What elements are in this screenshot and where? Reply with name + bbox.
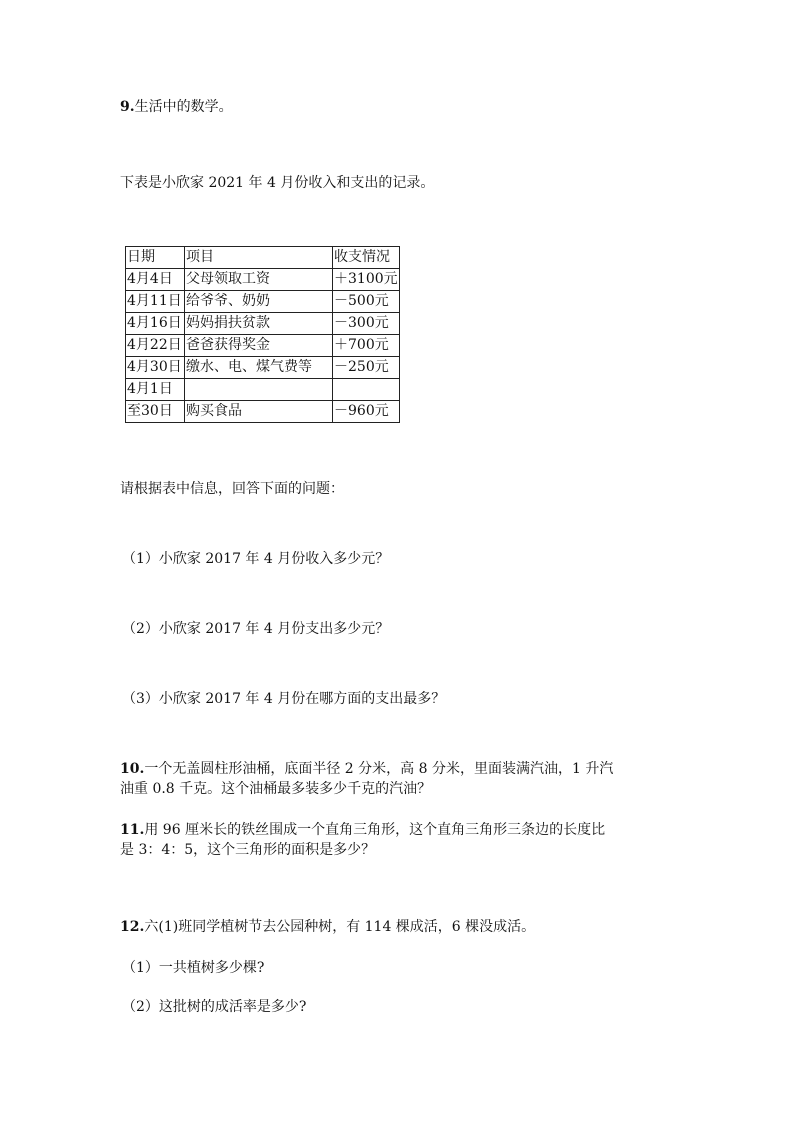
- table-header-cell: 日期: [126, 247, 185, 269]
- table-cell: 购买食品: [185, 401, 333, 423]
- table-cell: 4月4日: [126, 269, 185, 291]
- table-row: [126, 379, 400, 401]
- table-cell: 4月11日: [126, 291, 185, 313]
- question-12-title: [120, 917, 535, 937]
- question-10-line-2: 油重 0.8 千克。这个油桶最多装多少千克的汽油？: [120, 781, 432, 797]
- table-cell: 4月16日: [126, 313, 185, 335]
- question-text: 一个无盖圆柱形油桶，底面半径 2 分米，高 8 分米，里面装满汽油，1 升汽: [144, 761, 614, 777]
- table-cell: 4月1日: [126, 379, 185, 401]
- table-cell: －960元: [333, 401, 400, 423]
- question-title: 生活中的数学。: [134, 99, 233, 115]
- table-cell: 4月30日: [126, 357, 185, 379]
- table-header-cell: 项目: [185, 247, 333, 269]
- table-row: [126, 291, 400, 313]
- table-row: [126, 335, 400, 357]
- question-9-title: [120, 97, 233, 117]
- table-header-row: [126, 247, 400, 269]
- question-10-line-1: [120, 759, 613, 779]
- question-9-sub-1: （1）小欣家 2017 年 4 月份收入多少元？: [122, 551, 390, 567]
- question-number: 9.: [120, 99, 135, 115]
- table-row: [126, 313, 400, 335]
- table-cell: 爸爸获得奖金: [185, 335, 333, 357]
- table-cell: －250元: [333, 357, 400, 379]
- table-cell: 4月22日: [126, 335, 185, 357]
- question-11-line-2: 是 3：4：5，这个三角形的面积是多少？: [120, 842, 376, 858]
- income-expense-table: [125, 246, 400, 423]
- table-cell: 缴水、电、煤气费等: [185, 357, 333, 379]
- table-row: [126, 401, 400, 423]
- question-9-intro: 下表是小欣家 2021 年 4 月份收入和支出的记录。: [120, 175, 435, 191]
- table-cell: 父母领取工资: [185, 269, 333, 291]
- question-12-sub-1: （1）一共植树多少棵?: [122, 960, 265, 976]
- table-cell: －500元: [333, 291, 400, 313]
- question-9-prompt: 请根据表中信息，回答下面的问题：: [120, 481, 344, 497]
- question-number: 11.: [120, 822, 145, 838]
- table-cell: [333, 379, 400, 401]
- table-cell: [185, 379, 333, 401]
- question-12-sub-2: （2）这批树的成活率是多少?: [122, 999, 307, 1015]
- table-cell: 给爷爷、奶奶: [185, 291, 333, 313]
- table-cell: 妈妈捐扶贫款: [185, 313, 333, 335]
- table-cell: ＋700元: [333, 335, 400, 357]
- question-number: 12.: [120, 919, 145, 935]
- question-text: 用 96 厘米长的铁丝围成一个直角三角形，这个直角三角形三条边的长度比: [144, 822, 606, 838]
- table-cell: ＋3100元: [333, 269, 400, 291]
- question-9-sub-2: （2）小欣家 2017 年 4 月份支出多少元？: [122, 621, 390, 637]
- table-row: [126, 269, 400, 291]
- table-row: [126, 357, 400, 379]
- table-cell: －300元: [333, 313, 400, 335]
- question-text: 六(1)班同学植树节去公园种树，有 114 棵成活，6 棵没成活。: [144, 919, 536, 935]
- question-11-line-1: [120, 820, 605, 840]
- question-number: 10.: [120, 761, 145, 777]
- table-header-cell: 收支情况: [333, 247, 400, 269]
- table-cell: 至30日: [126, 401, 185, 423]
- question-9-sub-3: （3）小欣家 2017 年 4 月份在哪方面的支出最多？: [122, 691, 446, 707]
